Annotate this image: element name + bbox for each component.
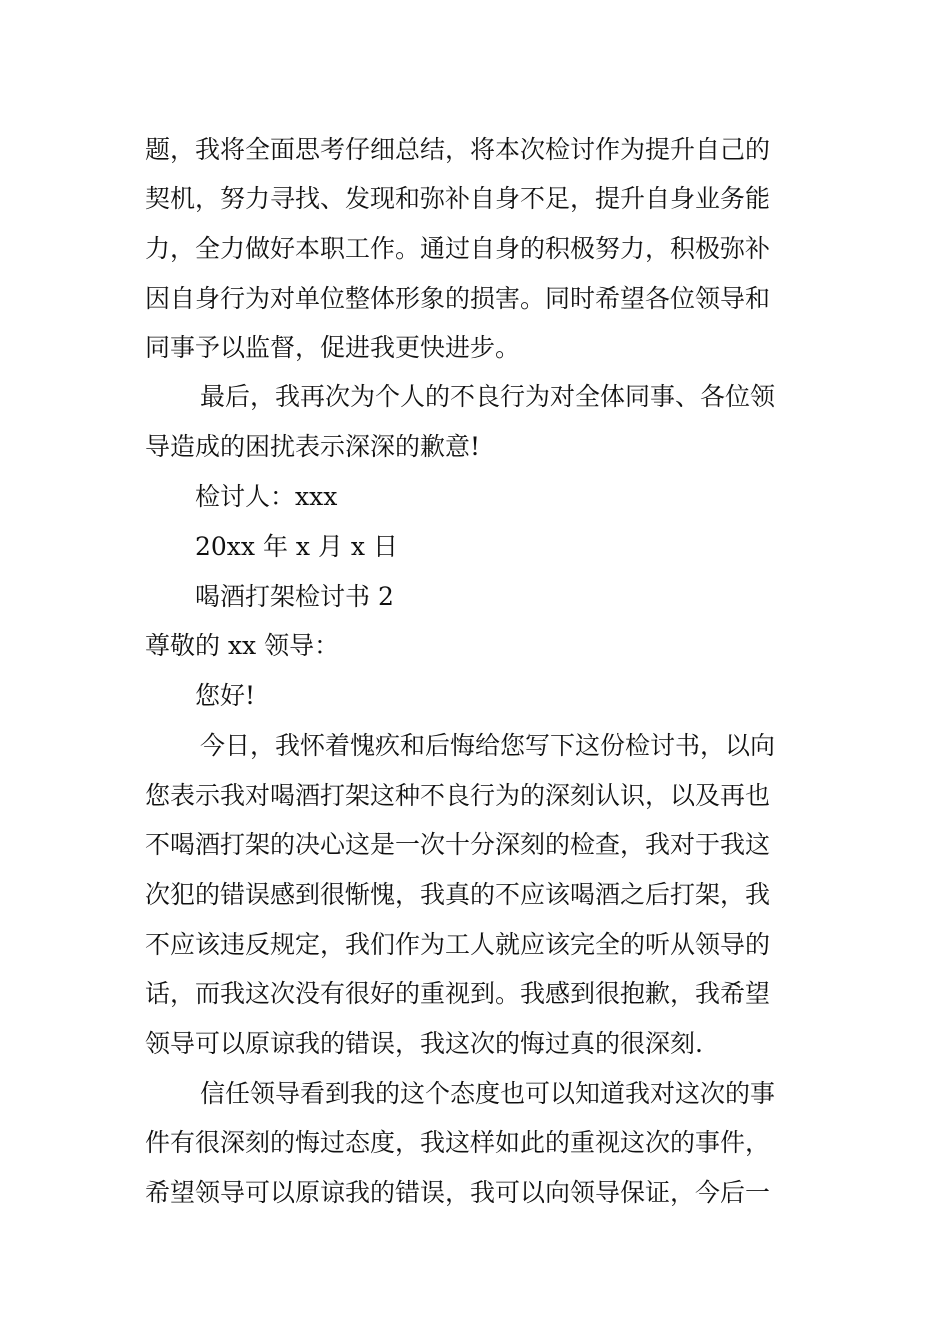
section-title: 喝酒打架检讨书 2: [195, 582, 394, 611]
signature-line: 检讨人：xxx: [195, 482, 338, 511]
paragraph-3-line-2: 您表示我对喝酒打架这种不良行为的深刻认识，以及再也: [145, 781, 771, 810]
paragraph-3-line-6: 话，而我这次没有很好的重视到。我感到很抱歉，我希望: [145, 979, 771, 1008]
paragraph-2-line-1: 最后，我再次为个人的不良行为对全体同事、各位领: [200, 382, 776, 411]
paragraph-2-line-2: 导造成的困扰表示深深的歉意!: [145, 432, 481, 461]
paragraph-1-line-5: 同事予以监督，促进我更快进步。: [145, 333, 521, 362]
paragraph-4-line-3: 希望领导可以原谅我的错误，我可以向领导保证，今后一: [145, 1178, 771, 1207]
salutation: 尊敬的 xx 领导：: [145, 631, 340, 660]
paragraph-3-line-7: 领导可以原谅我的错误，我这次的悔过真的很深刻.: [145, 1029, 703, 1058]
greeting: 您好!: [195, 681, 256, 710]
paragraph-4-line-2: 件有很深刻的悔过态度，我这样如此的重视这次的事件，: [145, 1128, 771, 1157]
paragraph-3-line-4: 次犯的错误感到很惭愧，我真的不应该喝酒之后打架，我: [145, 880, 771, 909]
paragraph-3-line-3: 不喝酒打架的决心这是一次十分深刻的检查，我对于我这: [145, 830, 771, 859]
date-line: 20xx 年 x 月 x 日: [195, 532, 398, 561]
paragraph-3-line-1: 今日，我怀着愧疚和后悔给您写下这份检讨书，以向: [200, 731, 776, 760]
paragraph-1-line-3: 力，全力做好本职工作。通过自身的积极努力，积极弥补: [145, 234, 771, 263]
paragraph-3-line-5: 不应该违反规定，我们作为工人就应该完全的听从领导的: [145, 930, 771, 959]
paragraph-1-line-1: 题，我将全面思考仔细总结，将本次检讨作为提升自己的: [145, 135, 771, 164]
paragraph-1-line-4: 因自身行为对单位整体形象的损害。同时希望各位领导和: [145, 284, 771, 313]
paragraph-4-line-1: 信任领导看到我的这个态度也可以知道我对这次的事: [200, 1079, 776, 1108]
paragraph-1-line-2: 契机，努力寻找、发现和弥补自身不足，提升自身业务能: [145, 184, 771, 213]
